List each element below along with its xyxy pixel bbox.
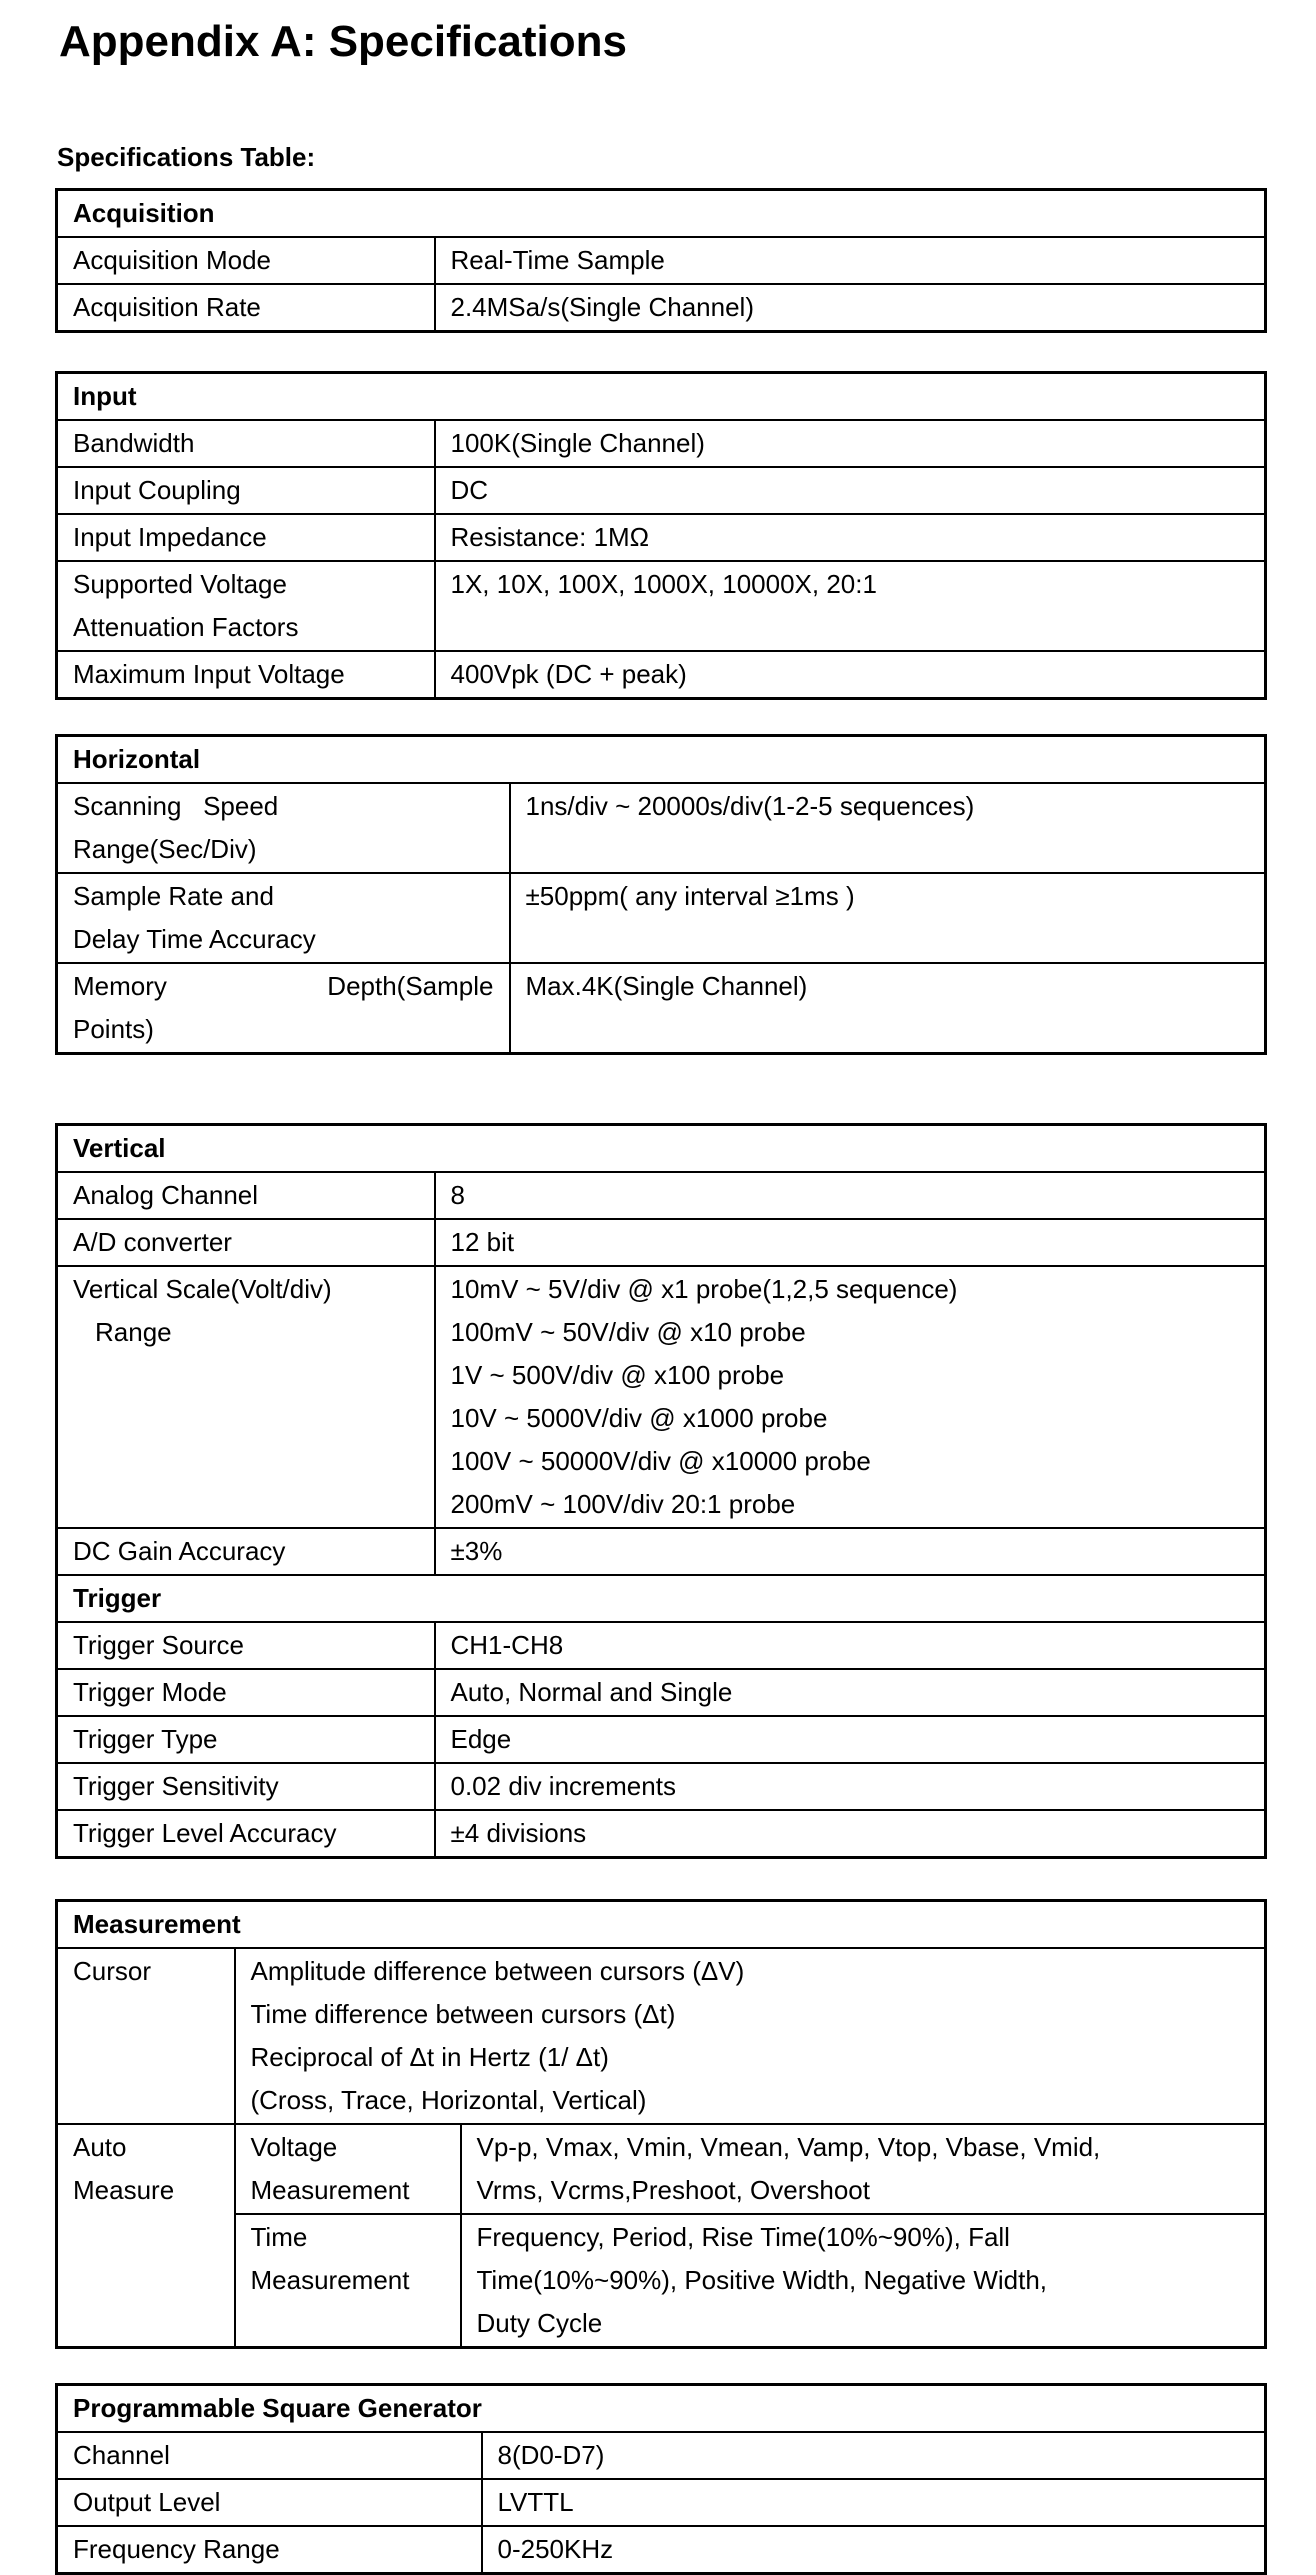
spec-sublabel: Voltage Measurement <box>235 2124 461 2214</box>
table-row <box>57 651 1266 699</box>
spec-label: Scanning Speed Range(Sec/Div) <box>57 783 510 873</box>
spec-value: 0-250KHz <box>482 2526 1266 2574</box>
specifications-table-label: Specifications Table: <box>57 142 316 172</box>
spec-value: Frequency, Period, Rise Time(10%~90%), Fall Time(10%~90%), Positive Width, Negative Width, Duty Cycle <box>461 2214 1266 2348</box>
trigger-section-header: Trigger <box>57 1575 1266 1622</box>
spec-label: Maximum Input Voltage <box>57 651 435 699</box>
spec-label: Cursor <box>57 1948 235 2124</box>
spec-value: Vp-p, Vmax, Vmin, Vmean, Vamp, Vtop, Vbase, Vmid, Vrms, Vcrms,Preshoot, Overshoot <box>461 2124 1266 2214</box>
spec-label: Supported Voltage Attenuation Factors <box>57 561 435 651</box>
table-header-row <box>57 190 1266 238</box>
acquisition-table <box>55 188 1267 333</box>
table-row <box>57 514 1266 561</box>
table-header-row <box>57 736 1266 784</box>
spec-value: 1ns/div ~ 20000s/div(1-2-5 sequences) <box>510 783 1266 873</box>
spec-value: Auto, Normal and Single <box>435 1669 1266 1716</box>
spec-label: Input Impedance <box>57 514 435 561</box>
spec-label: A/D converter <box>57 1219 435 1266</box>
spec-value: Edge <box>435 1716 1266 1763</box>
table-row <box>57 963 1266 1054</box>
table-row <box>57 1948 1266 2124</box>
spec-label: Trigger Source <box>57 1622 435 1669</box>
spec-label: Output Level <box>57 2479 482 2526</box>
table-row <box>57 467 1266 514</box>
measurement-table <box>55 1899 1267 2349</box>
table-row <box>57 783 1266 873</box>
spec-sublabel: Time Measurement <box>235 2214 461 2348</box>
spec-value: 8 <box>435 1172 1266 1219</box>
spec-value: CH1-CH8 <box>435 1622 1266 1669</box>
table-header-row <box>57 1901 1266 1949</box>
spec-value: Amplitude difference between cursors (ΔV) Time difference between cursors (Δt) Reciprocal of Δt in Hertz (1/ Δt) (Cross, Trace, Horizontal, Vertical) <box>235 1948 1266 2124</box>
spec-value: 0.02 div increments <box>435 1763 1266 1810</box>
table-row <box>57 1669 1266 1716</box>
spec-value: 400Vpk (DC + peak) <box>435 651 1266 699</box>
square-generator-section-header: Programmable Square Generator <box>57 2385 1266 2433</box>
spec-label: Sample Rate and Delay Time Accuracy <box>57 873 510 963</box>
square-generator-table <box>55 2383 1267 2575</box>
table-row <box>57 1716 1266 1763</box>
vertical-trigger-table <box>55 1123 1267 1859</box>
spec-label: Acquisition Mode <box>57 237 435 284</box>
table-row <box>57 237 1266 284</box>
spec-label: Trigger Level Accuracy <box>57 1810 435 1858</box>
spec-label: Analog Channel <box>57 1172 435 1219</box>
spec-label: Vertical Scale(Volt/div) Range <box>57 1266 435 1528</box>
spec-value: ±3% <box>435 1528 1266 1575</box>
spec-value: 2.4MSa/s(Single Channel) <box>435 284 1266 332</box>
spec-value: Resistance: 1MΩ <box>435 514 1266 561</box>
table-row <box>57 284 1266 332</box>
spec-label: Auto Measure <box>57 2124 235 2348</box>
vertical-section-header: Vertical <box>57 1125 1266 1173</box>
table-header-row <box>57 1125 1266 1173</box>
spec-label: Memory Depth(Sample Points) <box>57 963 510 1054</box>
spec-label: DC Gain Accuracy <box>57 1528 435 1575</box>
spec-value: 10mV ~ 5V/div @ x1 probe(1,2,5 sequence) 100mV ~ 50V/div @ x10 probe 1V ~ 500V/div @ x100 probe 10V ~ 5000V/div @ x1000 probe 100V ~ 50000V/div @ x10000 probe 200mV ~ 100V/div 20:1 probe <box>435 1266 1266 1528</box>
spec-value: ±50ppm( any interval ≥1ms ) <box>510 873 1266 963</box>
table-row <box>57 2214 1266 2348</box>
acquisition-section-header: Acquisition <box>57 190 1266 238</box>
spec-value: LVTTL <box>482 2479 1266 2526</box>
table-row <box>57 873 1266 963</box>
horizontal-section-header: Horizontal <box>57 736 1266 784</box>
spec-label: Trigger Sensitivity <box>57 1763 435 1810</box>
table-row <box>57 2526 1266 2574</box>
spec-label: Frequency Range <box>57 2526 482 2574</box>
spec-label: Bandwidth <box>57 420 435 467</box>
spec-value: Real-Time Sample <box>435 237 1266 284</box>
input-table <box>55 371 1267 700</box>
table-row <box>57 1763 1266 1810</box>
spec-label: Input Coupling <box>57 467 435 514</box>
table-row <box>57 420 1266 467</box>
table-row <box>57 1172 1266 1219</box>
spec-label: Trigger Type <box>57 1716 435 1763</box>
measurement-section-header: Measurement <box>57 1901 1266 1949</box>
spec-label: Channel <box>57 2432 482 2479</box>
spec-label: Trigger Mode <box>57 1669 435 1716</box>
spec-value: 100K(Single Channel) <box>435 420 1266 467</box>
spec-value: 8(D0-D7) <box>482 2432 1266 2479</box>
input-section-header: Input <box>57 373 1266 421</box>
table-row <box>57 561 1266 651</box>
spec-value: DC <box>435 467 1266 514</box>
spec-value: ±4 divisions <box>435 1810 1266 1858</box>
table-row <box>57 2432 1266 2479</box>
spec-value: 1X, 10X, 100X, 1000X, 10000X, 20:1 <box>435 561 1266 651</box>
table-row <box>57 1810 1266 1858</box>
table-header-row <box>57 1575 1266 1622</box>
page-title: Appendix A: Specifications <box>59 17 628 66</box>
table-row <box>57 1622 1266 1669</box>
spec-value: Max.4K(Single Channel) <box>510 963 1266 1054</box>
table-row <box>57 1219 1266 1266</box>
horizontal-table <box>55 734 1267 1055</box>
table-row <box>57 1528 1266 1575</box>
table-header-row <box>57 2385 1266 2433</box>
table-row <box>57 1266 1266 1528</box>
table-row <box>57 2124 1266 2214</box>
spec-label: Acquisition Rate <box>57 284 435 332</box>
table-row <box>57 2479 1266 2526</box>
table-header-row <box>57 373 1266 421</box>
spec-value: 12 bit <box>435 1219 1266 1266</box>
